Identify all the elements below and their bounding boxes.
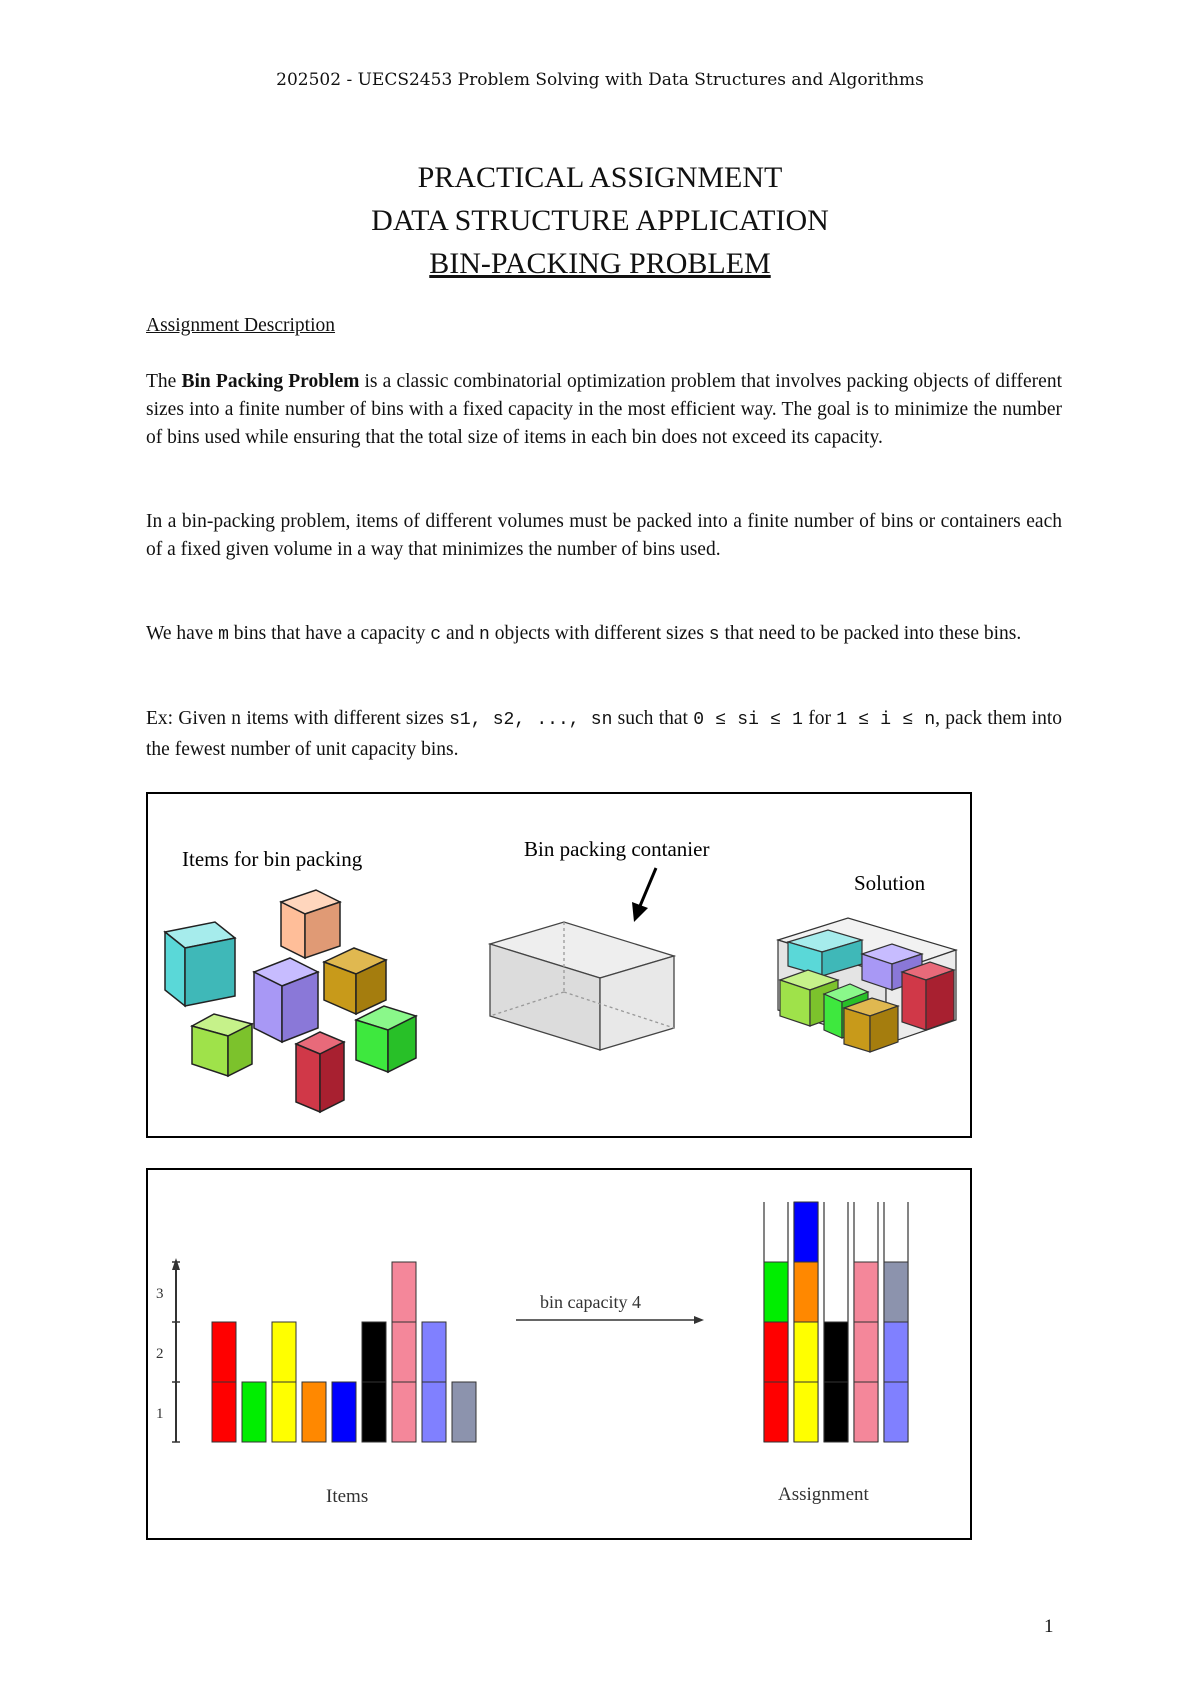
para3-t5: that need to be packed into these bins.: [719, 623, 1022, 644]
empty-container: [490, 922, 674, 1050]
item-bar-segment: [242, 1382, 266, 1442]
solution-container: [778, 918, 956, 1052]
bin-item-segment: [854, 1382, 878, 1442]
para2-text: In a bin-packing problem, items of different volumes must be packed into a finite number of bins or containers each of a fixed given volume in a way that minimizes the number of bins used.: [146, 511, 1062, 560]
bin-item-segment: [854, 1262, 878, 1322]
para1-lead: The: [146, 371, 182, 392]
para3-m: m: [218, 625, 229, 645]
para3-t3: and: [441, 623, 480, 644]
page-number: 1: [1044, 1616, 1054, 1637]
title-line-2: DATA STRUCTURE APPLICATION: [371, 204, 829, 237]
para4-sizes: s1, s2, ..., sn: [449, 710, 613, 730]
para4-t1: Ex: Given n items with different sizes: [146, 708, 450, 729]
item-box-red: [296, 1032, 344, 1112]
item-bar-segment: [272, 1322, 296, 1382]
para3-t1: We have: [146, 623, 219, 644]
paragraph-4: [146, 704, 1062, 765]
item-bar-segment: [272, 1382, 296, 1442]
y-tick-label: 2: [156, 1346, 164, 1362]
para3-n: n: [479, 625, 490, 645]
item-bar-segment: [362, 1322, 386, 1382]
item-bar-segment: [302, 1382, 326, 1442]
para3-s: s: [708, 625, 720, 645]
bin-item-segment: [794, 1202, 818, 1262]
bin-item-segment: [854, 1322, 878, 1382]
arrow-to-container: [632, 868, 656, 922]
bin-item-segment: [764, 1322, 788, 1382]
item-box-cyan: [165, 922, 235, 1006]
label-container: Bin packing contanier: [524, 837, 710, 861]
item-bar-segment: [212, 1382, 236, 1442]
item-box-lightgreen: [192, 1014, 252, 1076]
bin-assignment-chart: [148, 1170, 970, 1538]
para4-t3: for: [802, 708, 837, 729]
item-bar-segment: [332, 1382, 356, 1442]
figure-3d-svg: [148, 794, 970, 1136]
title-line-1: PRACTICAL ASSIGNMENT: [417, 161, 783, 194]
item-box-green: [356, 1006, 416, 1072]
item-bar-segment: [452, 1382, 476, 1442]
bin-item-segment: [824, 1382, 848, 1442]
label-items: Items: [326, 1486, 369, 1507]
label-bin-capacity: bin capacity 4: [540, 1292, 641, 1312]
item-bar-segment: [422, 1322, 446, 1382]
bin-item-segment: [764, 1382, 788, 1442]
paragraph-3: [146, 620, 1062, 649]
para4-t2: such that: [612, 708, 694, 729]
item-bar-segment: [212, 1322, 236, 1382]
item-box-gold: [324, 948, 386, 1014]
para3-c: c: [430, 625, 442, 645]
title-line-3: BIN-PACKING PROBLEM: [429, 247, 771, 280]
para4-t4: , pack them into the fewest number of unit capacity bins.: [146, 708, 1063, 760]
title-block: [0, 156, 1200, 285]
para3-t2: bins that have a capacity: [228, 623, 431, 644]
bin-item-segment: [824, 1322, 848, 1382]
label-items-for-packing: Items for bin packing: [182, 847, 363, 871]
label-assignment: Assignment: [778, 1484, 869, 1505]
bin-item-segment: [884, 1382, 908, 1442]
paragraph-2: [146, 508, 1062, 564]
bin-item-segment: [794, 1322, 818, 1382]
label-solution: Solution: [854, 871, 926, 895]
item-bar-segment: [392, 1262, 416, 1322]
para1-rest: is a classic combinatorial optimization problem that involves packing objects of different sizes into a finite number of bins with a fixed capacity in the most efficient way. The goal is to minimize the number of bins used while ensuring that the total size of items in each bin does not exceed its capacity.: [146, 371, 1062, 448]
bin-item-segment: [794, 1382, 818, 1442]
bin-item-segment: [764, 1262, 788, 1322]
para4-range: 1 ≤ i ≤ n: [836, 710, 936, 730]
para1-term: Bin Packing Problem: [181, 371, 360, 392]
item-bar-segment: [362, 1382, 386, 1442]
item-bar-segment: [392, 1322, 416, 1382]
item-box-peach: [281, 890, 340, 958]
para4-constraint: 0 ≤ si ≤ 1: [693, 710, 803, 730]
paragraph-1: [146, 368, 1062, 452]
section-heading: Assignment Description: [146, 315, 336, 336]
y-axis-arrow: [172, 1258, 180, 1270]
para3-t4: objects with different sizes: [489, 623, 709, 644]
figure-bin-assignment: [146, 1168, 972, 1540]
page-header: 202502 - UECS2453 Problem Solving with Data Structures and Algorithms: [276, 70, 924, 90]
y-tick-label: 3: [156, 1286, 164, 1302]
y-tick-label: 1: [156, 1406, 164, 1422]
bin-item-segment: [884, 1262, 908, 1322]
item-box-purple: [254, 958, 318, 1042]
figure-3d-packing: [146, 792, 972, 1138]
bin-item-segment: [884, 1322, 908, 1382]
item-bar-segment: [422, 1382, 446, 1442]
section-heading-wrap: [146, 312, 1062, 340]
capacity-arrow-head: [694, 1316, 704, 1324]
item-bar-segment: [392, 1382, 416, 1442]
bin-item-segment: [794, 1262, 818, 1322]
